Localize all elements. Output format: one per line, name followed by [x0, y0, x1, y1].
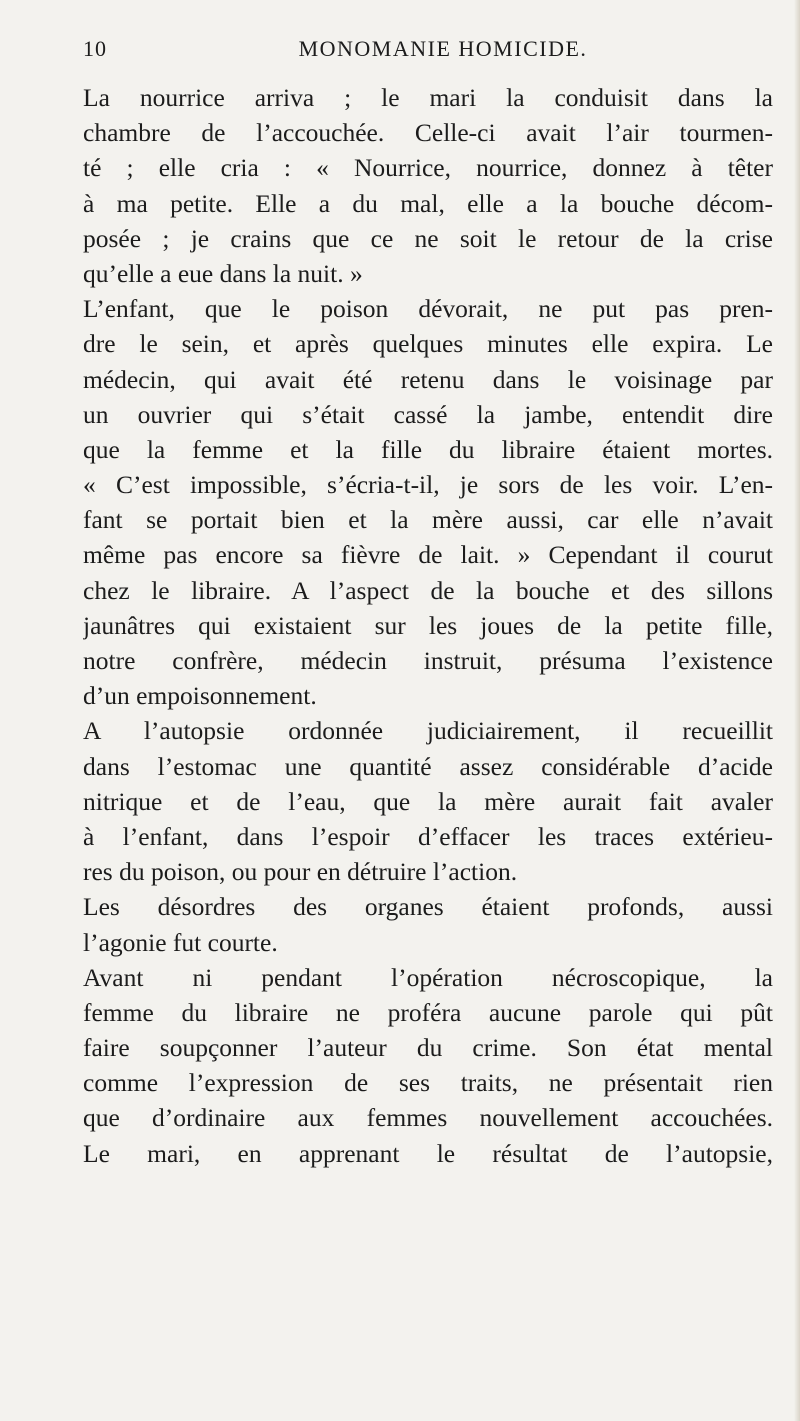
text-line: dans l’estomac une quantité assez considérable d’acide: [83, 751, 773, 781]
text-line: que d’ordinaire aux femmes nouvellement accouchées.: [83, 1103, 773, 1133]
body-text: [83, 80, 773, 1171]
text-line: fant se portait bien et la mère aussi, car elle n’avait: [83, 505, 773, 535]
text-line: Les désordres des organes étaient profonds, aussi: [83, 892, 773, 922]
text-line: posée ; je crains que ce ne soit le retour de la crise: [83, 223, 773, 253]
text-line: femme du libraire ne proféra aucune parole qui pût: [83, 997, 773, 1027]
text-line: Avant ni pendant l’opération nécroscopique, la: [83, 962, 773, 992]
text-line: notre confrère, médecin instruit, présuma l’existence: [83, 646, 773, 675]
text-line: faire soupçonner l’auteur du crime. Son état mental: [83, 1033, 773, 1063]
text-line: « C’est impossible, s’écria-t-il, je sors de les voir. L’en-: [83, 470, 773, 500]
text-line: chambre de l’accouchée. Celle-ci avait l’air tourmen-: [83, 118, 773, 148]
text-line: que la femme et la fille du libraire étaient mortes.: [83, 434, 773, 464]
text-line: chez le libraire. A l’aspect de la bouche et des sillons: [83, 575, 773, 605]
text-line: nitrique et de l’eau, que la mère aurait fait avaler: [83, 786, 773, 816]
page-edge-shadow: [794, 0, 800, 1421]
text-line: Le mari, en apprenant le résultat de l’autopsie,: [83, 1138, 773, 1168]
text-line: un ouvrier qui s’était cassé la jambe, entendit dire: [83, 399, 773, 429]
text-line: La nourrice arriva ; le mari la conduisit dans la: [83, 83, 773, 112]
page-number: 10: [83, 36, 107, 61]
text-line: dre le sein, et après quelques minutes elle expira. Le: [83, 329, 773, 359]
text-line: d’un empoisonnement.: [83, 681, 317, 711]
text-line: A l’autopsie ordonnée judiciairement, il recueillit: [83, 716, 773, 746]
text-line: jaunâtres qui existaient sur les joues de la petite fille,: [83, 610, 773, 640]
running-title: MONOMANIE HOMICIDE.: [298, 36, 588, 61]
text-line: à ma petite. Elle a du mal, elle a la bouche décom-: [83, 188, 773, 218]
text-line: l’agonie fut courte.: [83, 927, 278, 957]
text-line: qu’elle a eue dans la nuit. »: [83, 258, 363, 288]
text-line: res du poison, ou pour en détruire l’action.: [83, 857, 518, 887]
text-line: même pas encore sa fièvre de lait. » Cependant il courut: [83, 540, 773, 570]
text-line: à l’enfant, dans l’espoir d’effacer les traces extérieu-: [83, 821, 773, 851]
page-header: [83, 36, 773, 66]
text-line: comme l’expression de ses traits, ne présentait rien: [83, 1068, 773, 1098]
text-line: L’enfant, que le poison dévorait, ne put pas pren-: [83, 294, 773, 324]
text-line: médecin, qui avait été retenu dans le voisinage par: [83, 364, 773, 394]
text-line: té ; elle cria : « Nourrice, nourrice, donnez à têter: [83, 153, 773, 183]
